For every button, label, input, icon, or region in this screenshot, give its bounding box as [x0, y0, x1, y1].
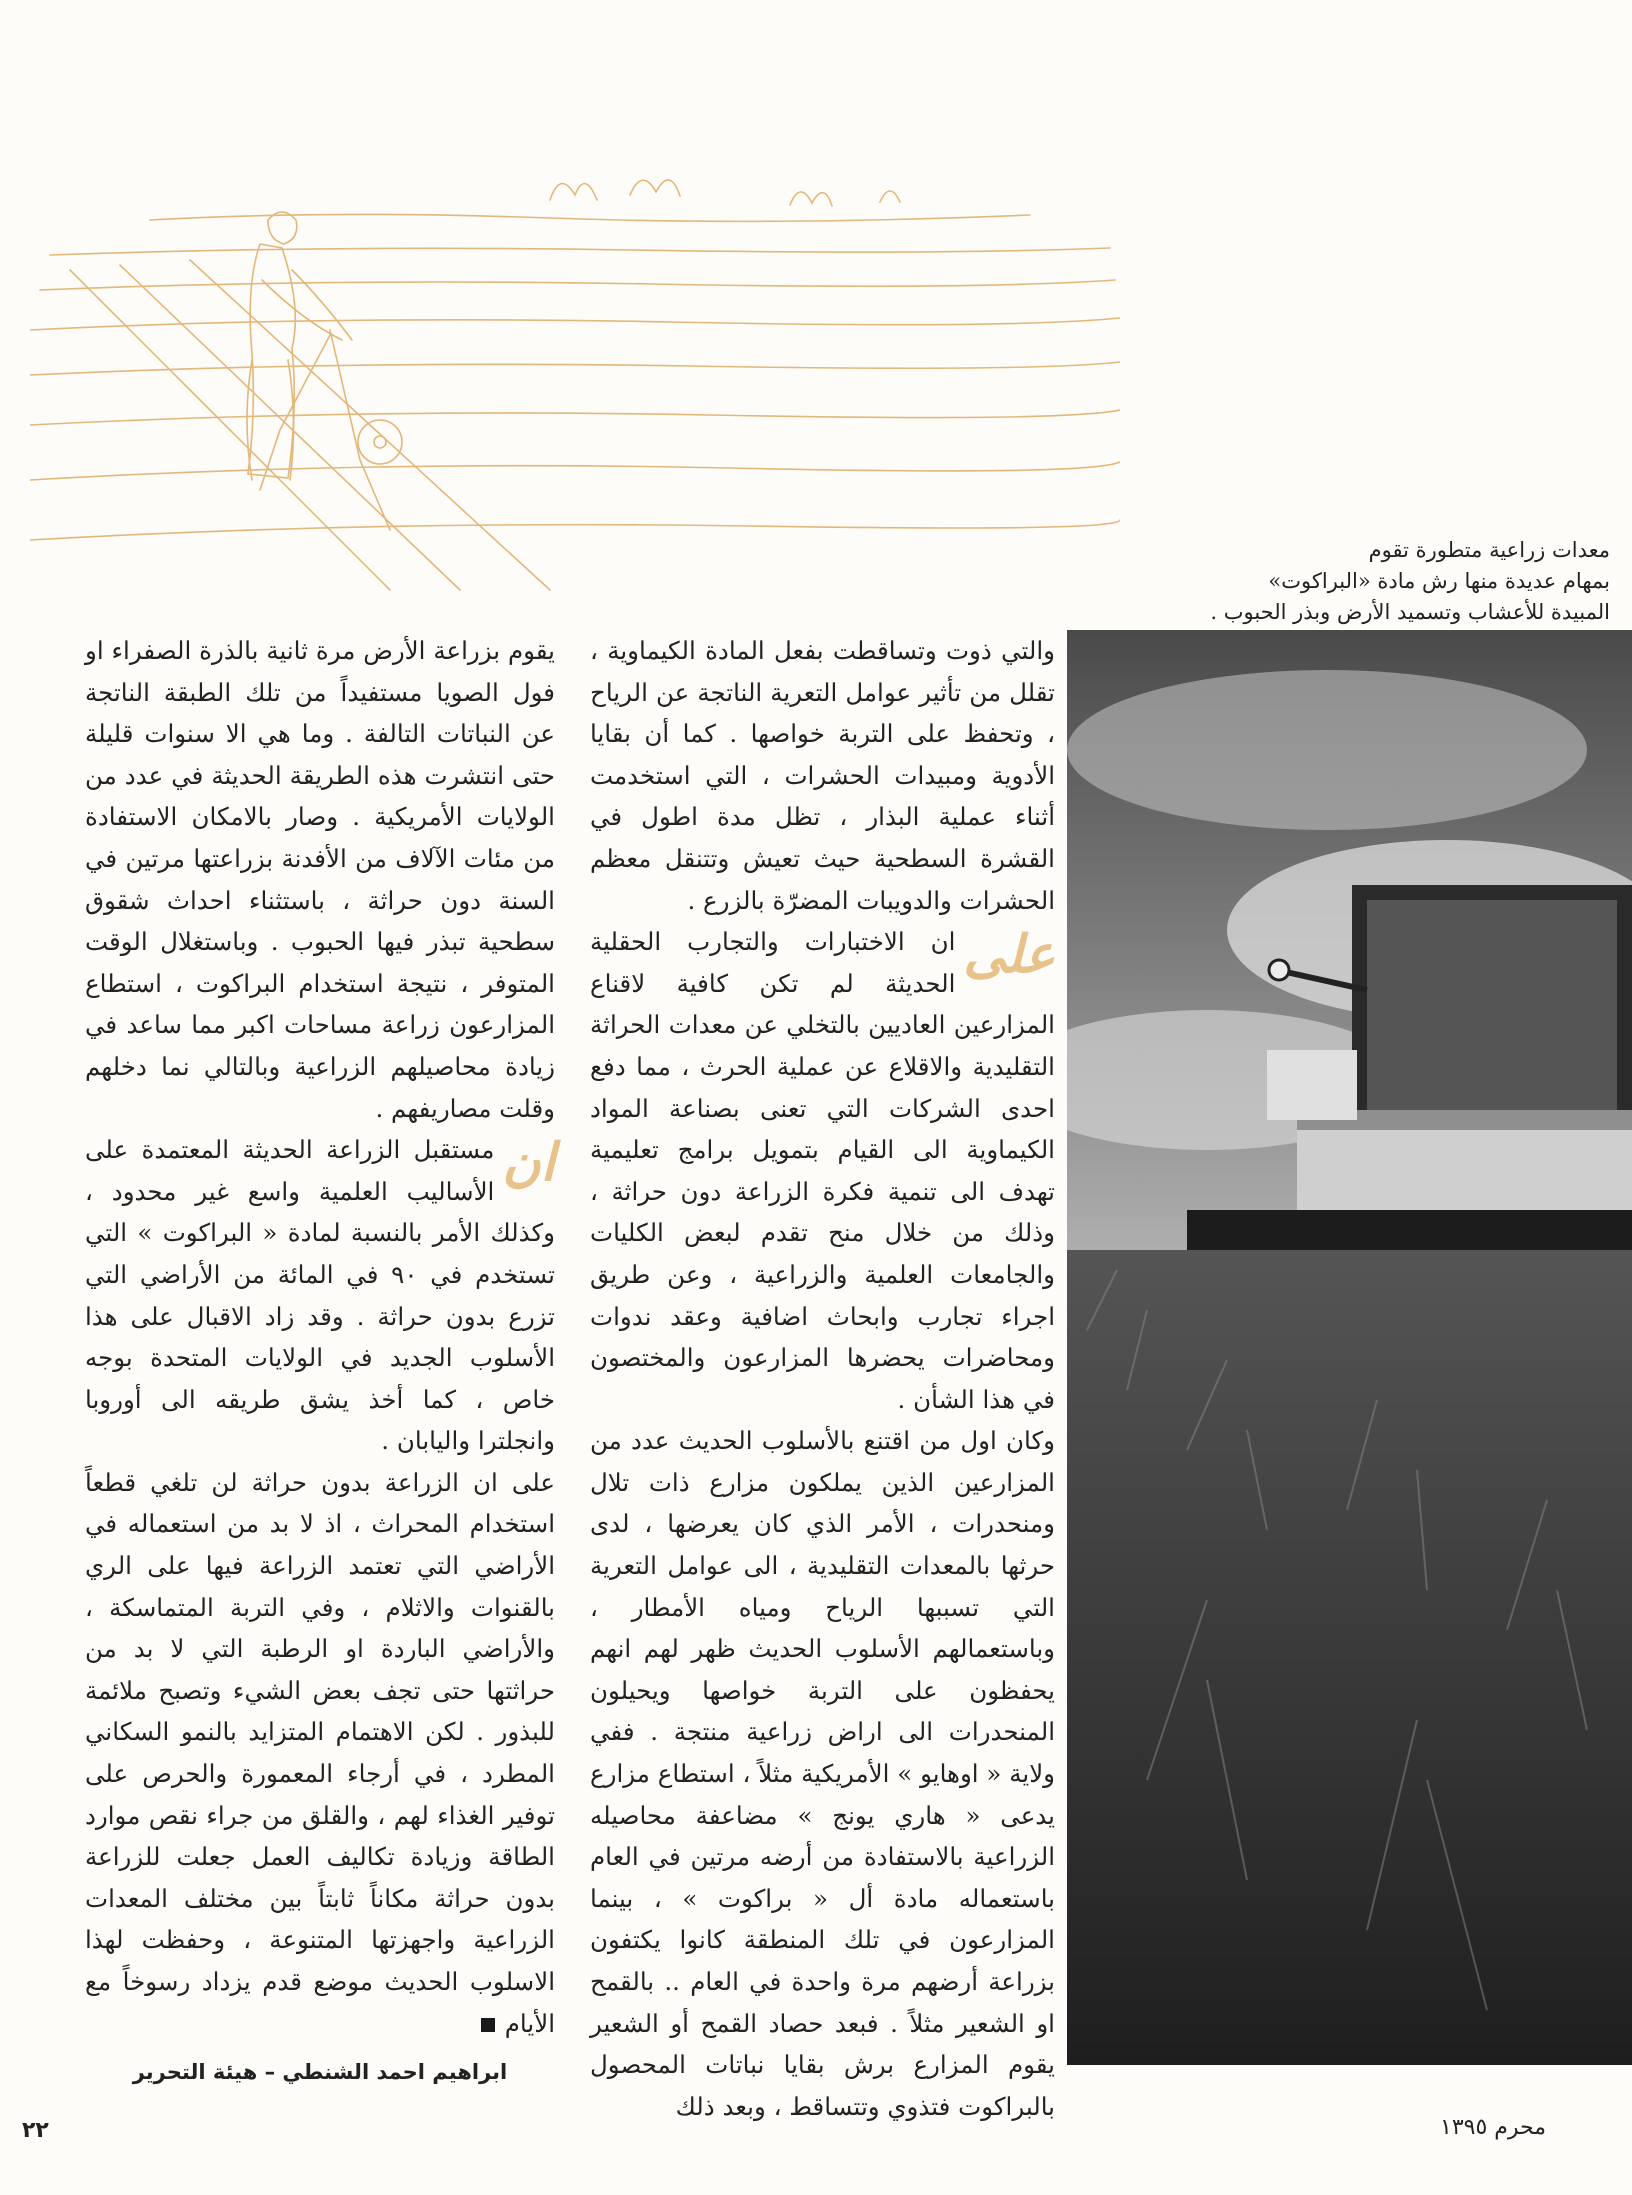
- article-paragraph: [85, 1462, 555, 2044]
- decorative-initial: على: [963, 925, 1055, 986]
- photo-caption: [1090, 535, 1610, 628]
- caption-line-3: المبيدة للأعشاب وتسميد الأرض وبذر الحبوب .: [1210, 600, 1610, 624]
- farmer-sketch-illustration: [30, 160, 1120, 600]
- caption-line-2: بمهام عديدة منها رش مادة «البراكوت»: [1268, 569, 1610, 593]
- article-paragraph: [85, 1129, 555, 1462]
- article-paragraph: يقوم بزراعة الأرض مرة ثانية بالذرة الصفراء او فول الصويا مستفيداً من تلك الطبقة الناتجة عن النباتات التالفة . وما هي الا سنوات قليلة حتى انتشرت هذه الطريقة الحديثة في عدد من الولايات الأمريكية . وصار بالامكان الاستفادة من مئات الآلاف من الأفدنة بزراعتها مرتين في السنة دون حراثة ، باستثناء احداث شقوق سطحية تبذر فيها الحبوب . وباستغلال الوقت المتوفر ، نتيجة استخدام البراكوت ، استطاع المزارعون زراعة مساحات اكبر مما ساعد في زيادة محاصيلهم الزراعية وبالتالي نما دخلهم وقلت مصاريفهم .: [85, 636, 555, 1123]
- article-paragraph: وكان اول من اقتنع بالأسلوب الحديث عدد من المزارعين الذين يملكون مزارع ذات تلال ومنحدرات ، الأمر الذي كان يعرضها ، لدى حرثها بالمعدات التقليدية ، الى عوامل التعرية التي تسببها الرياح ومياه الأمطار ، وباستعمالهم الأسلوب الحديث ظهر لهم انهم يحفظون على التربة خواصها ويحيلون المنحدرات الى اراض زراعية منتجة . ففي ولاية « اوهايو » الأمريكية مثلاً ، استطاع مزارع يدعى « هاري يونج » مضاعفة محاصيله الزراعية بالاستفادة من أرضه مرتين في العام باستعماله مادة أل « براكوت » ، بينما المزارعون في تلك المنطقة كانوا يكتفون بزراعة أرضهم مرة واحدة في العام .. بالقمح او الشعير مثلاً . فبعد حصاد القمح أو الشعير يقوم المزارع برش بقايا نباتات المحصول بالبراكوت فتذوي وتتساقط ، وبعد ذلك: [590, 1426, 1055, 2121]
- end-of-article-icon: [481, 2018, 495, 2032]
- article-paragraph-text: ان الاختبارات والتجارب الحقلية الحديثة لم تكن كافية لاقناع المزارعين العاديين بالتخلي عن معدات الحراثة التقليدية والاقلاع عن عملية الحرث ، مما دفع احدى الشركات التي تعنى بصناعة المواد الكيماوية الى القيام بتمويل برامج تعليمية تهدف الى تنمية فكرة الزراعة دون حراثة ، وذلك من خلال منح تقدم لبعض الكليات والجامعات العلمية والزراعية ، وعن طريق اجراء تجارب وابحاث اضافية وعقد ندوات ومحاضرات يحضرها المزارعون والمختصون في هذا الشأن .: [590, 927, 1055, 1414]
- page-number: ٢٢: [22, 2118, 49, 2143]
- harvester-photo: [1067, 630, 1632, 2065]
- article-paragraph-text: مستقبل الزراعة الحديثة المعتمدة على الأساليب العلمية واسع غير محدود ، وكذلك الأمر بالنسبة لمادة « البراكوت » التي تستخدم في ٩٠ في المائة من الأراضي التي تزرع بدون حراثة . وقد زاد الاقبال على هذا الأسلوب الجديد في الولايات المتحدة بوجه خاص ، كما أخذ يشق طريقه الى أوروبا وانجلترا واليابان .: [85, 1135, 555, 1456]
- article-column-left: [85, 630, 555, 2060]
- decorative-initial: ان: [502, 1133, 555, 1194]
- author-byline: ابراهيم احمد الشنطي – هيئة التحرير: [132, 2060, 508, 2084]
- article-column-middle: [590, 630, 1055, 2121]
- article-paragraph: [590, 921, 1055, 1420]
- issue-date: محرم ١٣٩٥: [1440, 2115, 1547, 2140]
- article-paragraph-text: على ان الزراعة بدون حراثة لن تلغي قطعاً استخدام المحراث ، اذ لا بد من استعماله في الأراضي التي تعتمد الزراعة فيها على الري بالقنوات والاثلام ، وفي التربة المتماسكة ، والأراضي الباردة او الرطبة التي لا بد من حراثتها حتى تجف بعض الشيء وتصبح ملائمة للبذور . لكن الاهتمام المتزايد بالنمو السكاني المطرد ، في أرجاء المعمورة والحرص على توفير الغذاء لهم ، والقلق من جراء نقص موارد الطاقة وزيادة تكاليف العمل جعلت للزراعة بدون حراثة مكاناً ثابتاً بين مختلف المعدات الزراعية واجهزتها المتنوعة ، وحفظت لهذا الاسلوب الحديث موضع قدم يزداد رسوخاً مع الأيام: [85, 1467, 555, 2038]
- caption-line-1: معدات زراعية متطورة تقوم: [1368, 538, 1610, 562]
- article-paragraph: والتي ذوت وتساقطت بفعل المادة الكيماوية ، تقلل من تأثير عوامل التعرية الناتجة عن الرياح ، وتحفظ على التربة خواصها . كما أن بقايا الأدوية ومبيدات الحشرات ، التي استخدمت أثناء عملية البذار ، تظل مدة اطول في القشرة السطحية حيث تعيش وتتنقل معظم الحشرات والدويبات المضرّة بالزرع .: [590, 636, 1055, 915]
